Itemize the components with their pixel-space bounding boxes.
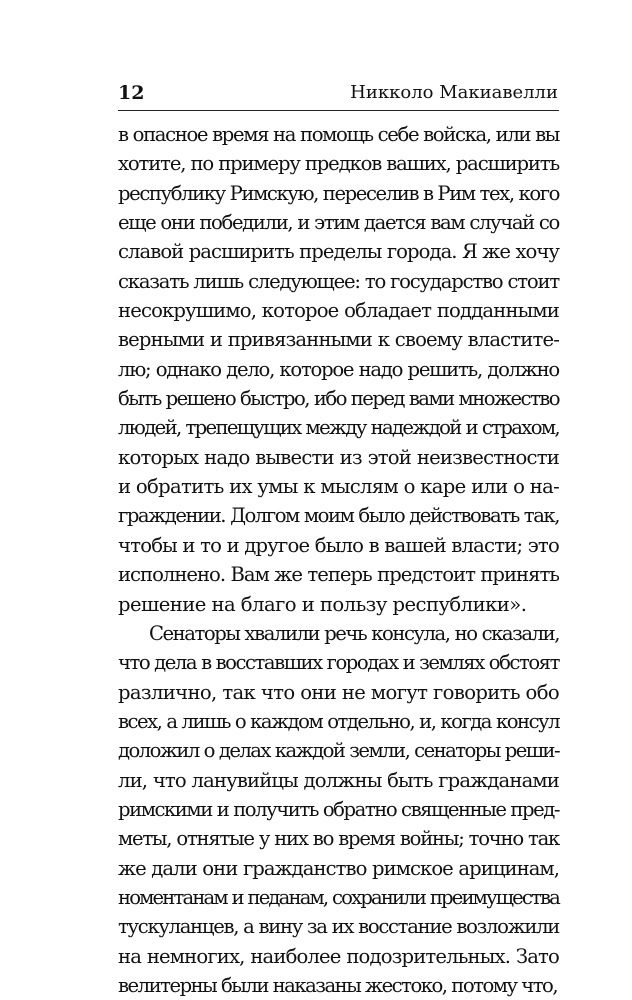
text-line: доложил о делах каждой земли, сенаторы реши-: [118, 739, 560, 763]
body-text: [118, 120, 559, 1000]
text-line: Сенаторы хвалили речь консула, но сказали,: [149, 621, 559, 645]
text-line: решение на благо и пользу республики».: [118, 592, 527, 616]
text-line: ли, что ланувийцы должны быть гражданами: [118, 768, 560, 792]
text-line: еще они победили, и этим дается вам случай со: [118, 211, 560, 235]
text-line: тускуланцев, а вину за их восстание возложили: [118, 915, 560, 939]
text-line: чтобы и то и другое было в вашей власти; это: [118, 533, 559, 557]
text-line: людей, трепещущих между надеждой и страхом,: [118, 416, 560, 440]
text-line: меты, отнятые у них во время войны; точно так: [118, 827, 560, 851]
text-line: в опасное время на помощь себе войска, или вы: [118, 123, 560, 146]
header-rule: [118, 110, 559, 111]
text-line: номентанам и педанам, сохранили преимущества: [118, 885, 559, 909]
text-line: же дали они гражданство римское арицинам,: [118, 856, 559, 880]
text-line: несокрушимо, которое обладает подданными: [118, 299, 560, 323]
text-line: славой расширить пределы города. Я же хочу: [118, 240, 559, 264]
paragraph-1: [118, 120, 559, 619]
running-title: Никколо Макиавелли: [350, 82, 558, 103]
text-line: велитерны были наказаны жестоко, потому что,: [118, 973, 558, 997]
text-line: исполнено. Вам же теперь предстоит принять: [118, 563, 559, 587]
paragraph-2: [118, 619, 559, 1000]
text-line: римскими и получить обратно священные пред-: [118, 797, 560, 821]
text-line: хотите, по примеру предков ваших, расширить: [118, 152, 560, 176]
text-line: республику Римскую, переселив в Рим тех, кого: [118, 181, 560, 205]
text-line: которых надо вывести из этой неизвестности: [118, 445, 560, 469]
text-line: сказать лишь следующее: то государство стоит: [118, 269, 559, 293]
text-line: верными и привязанными к своему властите-: [118, 328, 560, 352]
text-line: различно, так что они не могут говорить обо: [118, 680, 560, 704]
text-line: что дела в восставших городах и землях обстоят: [118, 651, 559, 675]
text-line: всех, а лишь о каждом отдельно, и, когда консул: [118, 709, 560, 733]
text-line: быть решено быстро, ибо перед вами множество: [118, 387, 559, 411]
text-line: и обратить их умы к мыслям о каре или о на-: [118, 475, 560, 499]
page-header: [118, 81, 558, 107]
text-line: лю; однако дело, которое надо решить, должно: [118, 357, 559, 381]
text-line: на немногих, наиболее подозрительных. Зато: [118, 944, 559, 968]
page-number: 12: [118, 82, 145, 104]
text-line: граждении. Долгом моим было действовать так,: [118, 504, 559, 528]
